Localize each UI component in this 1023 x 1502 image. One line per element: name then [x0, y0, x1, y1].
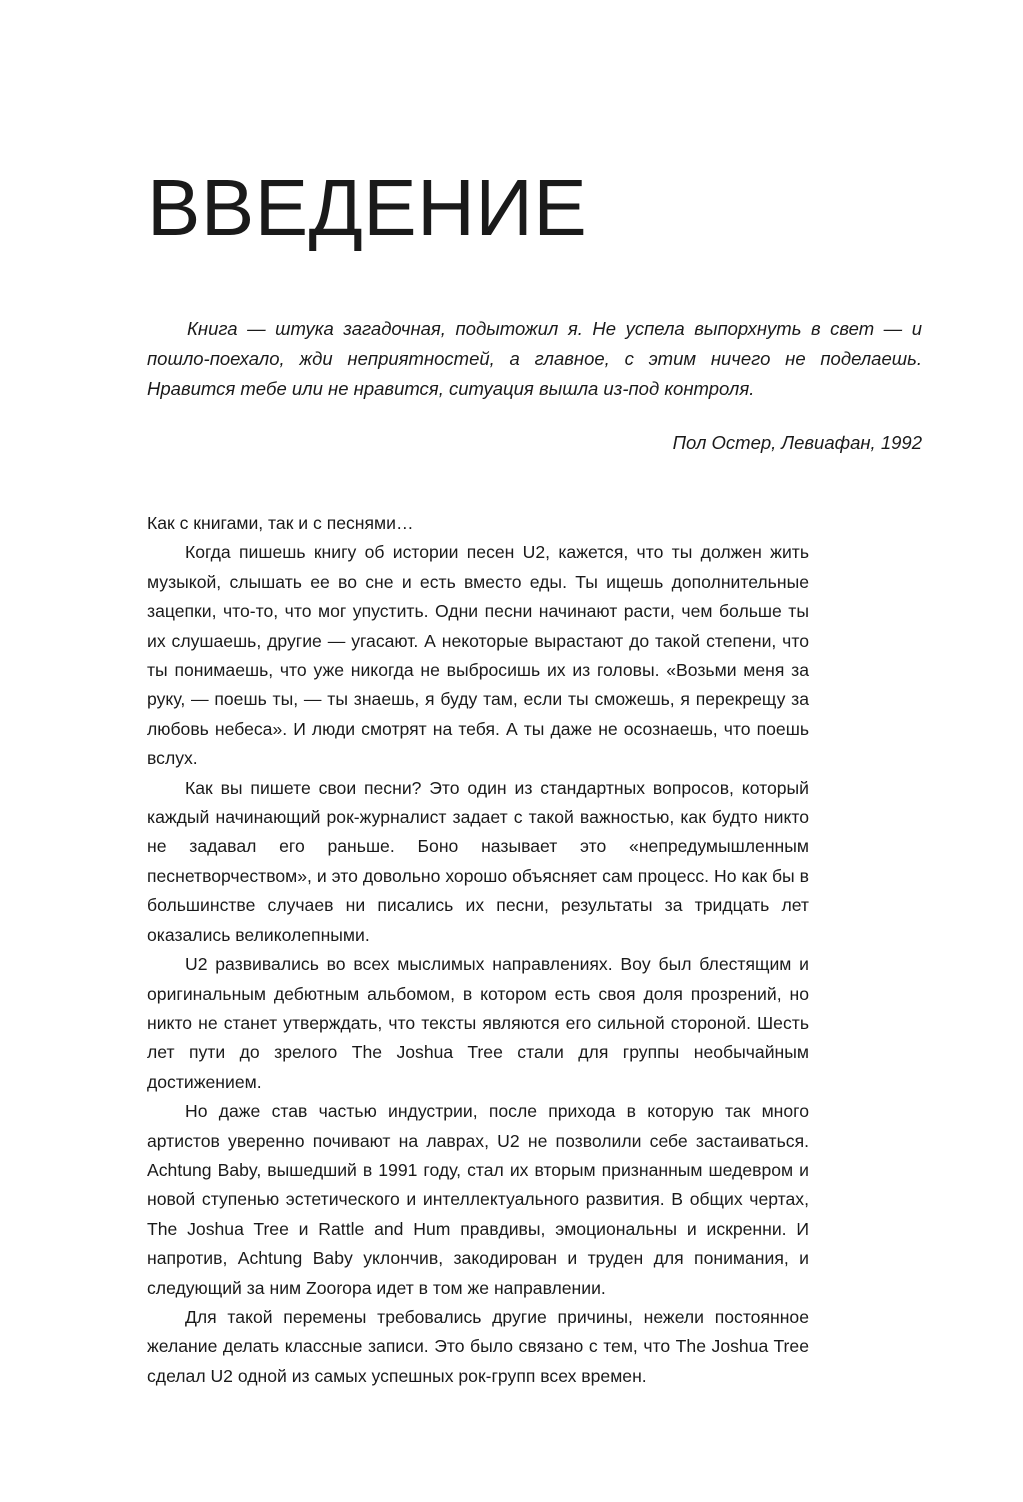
epigraph	[147, 314, 922, 458]
epigraph-attribution: Пол Остер, Левиафан, 1992	[672, 432, 922, 453]
body-paragraph: Для такой перемены требовались другие причины, нежели постоянное желание делать классные записи. Это было связано с тем, что The Joshua Tree сделал U2 одной из самых успешных рок-групп всех времен.	[147, 1306, 809, 1386]
body-paragraph: Когда пишешь книгу об истории песен U2, кажется, что ты должен жить музыкой, слышать ее во сне и есть вместо еды. Ты ищешь дополнительные зацепки, что-то, что мог упустить. Одни песни начинают расти, чем больше ты их слушаешь, другие — угасают. А некоторые вырастают до такой степени, что ты понимаешь, что уже никогда не выбросишь их из головы. «Возьми меня за руку, — поешь ты, — ты знаешь, я буду там, если ты сможешь, я перекрещу за любовь небеса». И люди смотрят на тебя. А ты даже не осознаешь, что поешь вслух.	[147, 542, 809, 769]
body-paragraph: Как вы пишете свои песни? Это один из стандартных вопросов, который каждый начинающий рок-журналист задает с такой важностью, как будто никто не задавал его раньше. Боно называет это «непредумышленным песнетворчеством», и это довольно хорошо объясняет сам процесс. Но как бы в большинстве случаев ни писались их песни, результаты за тридцать лет оказались великолепными.	[147, 777, 809, 945]
body-paragraph: Но даже став частью индустрии, после прихода в которую так много артистов уверенно почивают на лаврах, U2 не позволили себе застаиваться. Achtung Baby, вышедший в 1991 году, стал их вторым признанным шедевром и новой ступенью эстетического и интеллектуального развития. В общих чертах, The Joshua Tree и Rattle and Hum правдивы, эмоциональны и искренни. И напротив, Achtung Baby уклончив, закодирован и труден для понимания, и следующий за ним Zooropa идет в том же направлении.	[147, 1101, 809, 1298]
body-paragraph: Как с книгами, так и с песнями…	[147, 513, 414, 533]
body-paragraph: U2 развивались во всех мыслимых направлениях. Boy был блестящим и оригинальным дебютным альбомом, в котором есть своя доля прозрений, но никто не станет утверждать, что тексты являются его сильной стороной. Шесть лет пути до зрелого The Joshua Tree стали для группы необычайным достижением.	[147, 954, 809, 1092]
chapter-title: ВВЕДЕНИЕ	[147, 163, 588, 252]
chapter-body	[147, 509, 809, 1391]
epigraph-quote: Книга — штука загадочная, подытожил я. Не успела выпорхнуть в свет — и пошло-поехало, жди неприятностей, а главное, с этим ничего не поделаешь. Нравится тебе или не нравится, ситуация вышла из-под контроля.	[147, 318, 922, 399]
